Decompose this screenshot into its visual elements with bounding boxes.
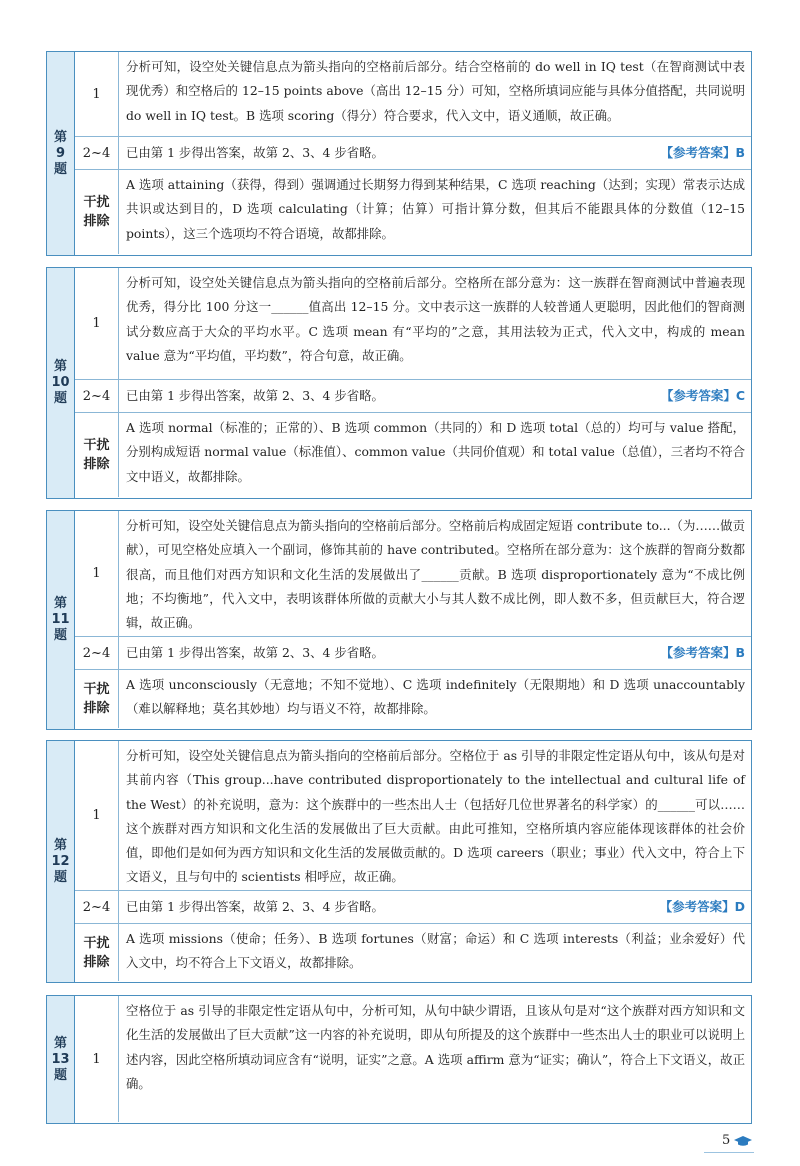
analysis-text: 空格位于 as 引导的非限定性定语从句中，分析可知，从句中缺少谓语，且该从句是对“这个族群对西方知识和文化生活的发展做出了巨大贡献”这一内容的补充说明，即从句所提及的这个族群中一些杰出人士的职业可以说明上述内容，因此空格所填动词应含有“说明，证实”之意。A 选项 affirm 意为“证实；确认”，符合上下文语义，故正确。 (126, 1003, 745, 1091)
step-number: 2~4 (75, 637, 119, 669)
question-block-9 (46, 51, 752, 256)
question-block-10 (46, 267, 752, 499)
step-1-row (75, 52, 751, 137)
question-block-11 (46, 510, 752, 730)
step-1-row (75, 741, 751, 891)
skip-text: 已由第 1 步得出答案，故第 2、3、4 步省略。 (126, 644, 384, 660)
step-number: 2~4 (75, 137, 119, 169)
graduation-cap-icon (733, 1135, 753, 1147)
step-2-4-row (75, 380, 751, 413)
question-label-12: 第 12 题 (47, 741, 75, 982)
step-number: 1 (75, 996, 119, 1122)
question-label-13: 第 13 题 (47, 996, 75, 1123)
step-number: 2~4 (75, 891, 119, 923)
step-number: 2~4 (75, 380, 119, 412)
analysis-text: 分析可知，设空处关键信息点为箭头指向的空格前后部分。空格位于 as 引导的非限定性定语从句中，该从句是对其前内容（This group...have contributed disproportionately to the intellectual and cultural life of the West）的补充说明，意为：这个族群中的一些杰出人士（包括好几位世界著名的科学家）的______可以……这个族群对西方知识和文化生活的发展做出了巨大贡献。由此可推知，空格所填内容应能体现该群体的社会价值，即他们是如何为西方知识和文化生活的发展做贡献的。D 选项 careers（职业；事业）代入文中，符合上下文语义，且与句中的 scientists 相呼应，故正确。 (126, 748, 745, 885)
reference-answer: 【参考答案】C (660, 387, 745, 403)
step-1-row (75, 268, 751, 380)
elimination-text: A 选项 normal（标准的；正常的）、B 选项 common（共同的）和 D 选项 total（总的）均可与 value 搭配，分别构成短语 normal value（标准值）、common value（共同价值观）和 total value（总值），三者均不符合文中语义，故都排除。 (126, 420, 745, 484)
skip-text: 已由第 1 步得出答案，故第 2、3、4 步省略。 (126, 387, 384, 403)
page-number-rule (704, 1152, 754, 1153)
step-number: 1 (75, 268, 119, 379)
step-number: 1 (75, 511, 119, 636)
elimination-text: A 选项 unconsciously（无意地；不知不觉地）、C 选项 indefinitely（无限期地）和 D 选项 unaccountably（难以解释地；莫名其妙地）均与语义不符，故都排除。 (126, 677, 745, 717)
step-number: 1 (75, 52, 119, 136)
elimination-text: A 选项 attaining（获得，得到）强调通过长期努力得到某种结果，C 选项 reaching（达到；实现）常表示达成共识或达到目的，D 选项 calculating（计算；估算）可指计算分数，但其后不能跟具体的分数值（12–15 points），这三个选项均不符合语境，故都排除。 (126, 177, 745, 241)
reference-answer: 【参考答案】D (659, 898, 745, 914)
skip-text: 已由第 1 步得出答案，故第 2、3、4 步省略。 (126, 898, 384, 914)
skip-text: 已由第 1 步得出答案，故第 2、3、4 步省略。 (126, 144, 384, 160)
reference-answer: 【参考答案】B (660, 144, 745, 160)
elimination-label: 干扰 排除 (75, 413, 119, 497)
question-label-10: 第 10 题 (47, 268, 75, 498)
elimination-row (75, 413, 751, 497)
step-2-4-row (75, 137, 751, 170)
step-1-row (75, 511, 751, 637)
step-2-4-row (75, 891, 751, 924)
question-label-11: 第 11 题 (47, 511, 75, 729)
elimination-row (75, 924, 751, 981)
analysis-text: 分析可知，设空处关键信息点为箭头指向的空格前后部分。空格所在部分意为：这一族群在智商测试中普遍表现优秀，得分比 100 分这一______值高出 12–15 分。文中表示这一族群的人较普通人更聪明，因此他们的智商测试分数应高于大众的平均水平。C 选项 mean 有“平均的”之意，其用法较为正式，代入文中，构成的 mean value 意为“平均值，平均数”，符合句意，故正确。 (126, 275, 745, 363)
question-block-13 (46, 995, 752, 1124)
elimination-row (75, 670, 751, 728)
elimination-label: 干扰 排除 (75, 170, 119, 254)
analysis-text: 分析可知，设空处关键信息点为箭头指向的空格前后部分。结合空格前的 do well in IQ test（在智商测试中表现优秀）和空格后的 12–15 points above（高出 12–15 分）可知，空格所填词应能与具体分值搭配，共同说明 do well in IQ test。B 选项 scoring（得分）符合要求，代入文中，语义通顺，故正确。 (126, 59, 745, 123)
elimination-label: 干扰 排除 (75, 670, 119, 728)
elimination-text: A 选项 missions（使命；任务）、B 选项 fortunes（财富；命运）和 C 选项 interests（利益；业余爱好）代入文中，均不符合上下文语义，故都排除。 (126, 931, 745, 971)
question-label-9: 第 9 题 (47, 52, 75, 255)
elimination-label: 干扰 排除 (75, 924, 119, 981)
step-2-4-row (75, 637, 751, 670)
question-block-12 (46, 740, 752, 983)
analysis-text: 分析可知，设空处关键信息点为箭头指向的空格前后部分。空格前后构成固定短语 contribute to...（为……做贡献），可见空格处应填入一个副词，修饰其前的 have contributed。空格所在部分意为：这个族群的智商分数都很高，而且他们对西方知识和文化生活的发展做出了______贡献。B 选项 disproportionately 意为“不成比例地；不均衡地”，代入文中，表明该群体所做的贡献大小与其人数不成比例，即人数不多，但贡献巨大，符合逻辑，故正确。 (126, 518, 745, 631)
reference-answer: 【参考答案】B (660, 644, 745, 660)
step-1-row (75, 996, 751, 1122)
elimination-row (75, 170, 751, 254)
page-number: 5 (722, 1133, 753, 1148)
step-number: 1 (75, 741, 119, 890)
